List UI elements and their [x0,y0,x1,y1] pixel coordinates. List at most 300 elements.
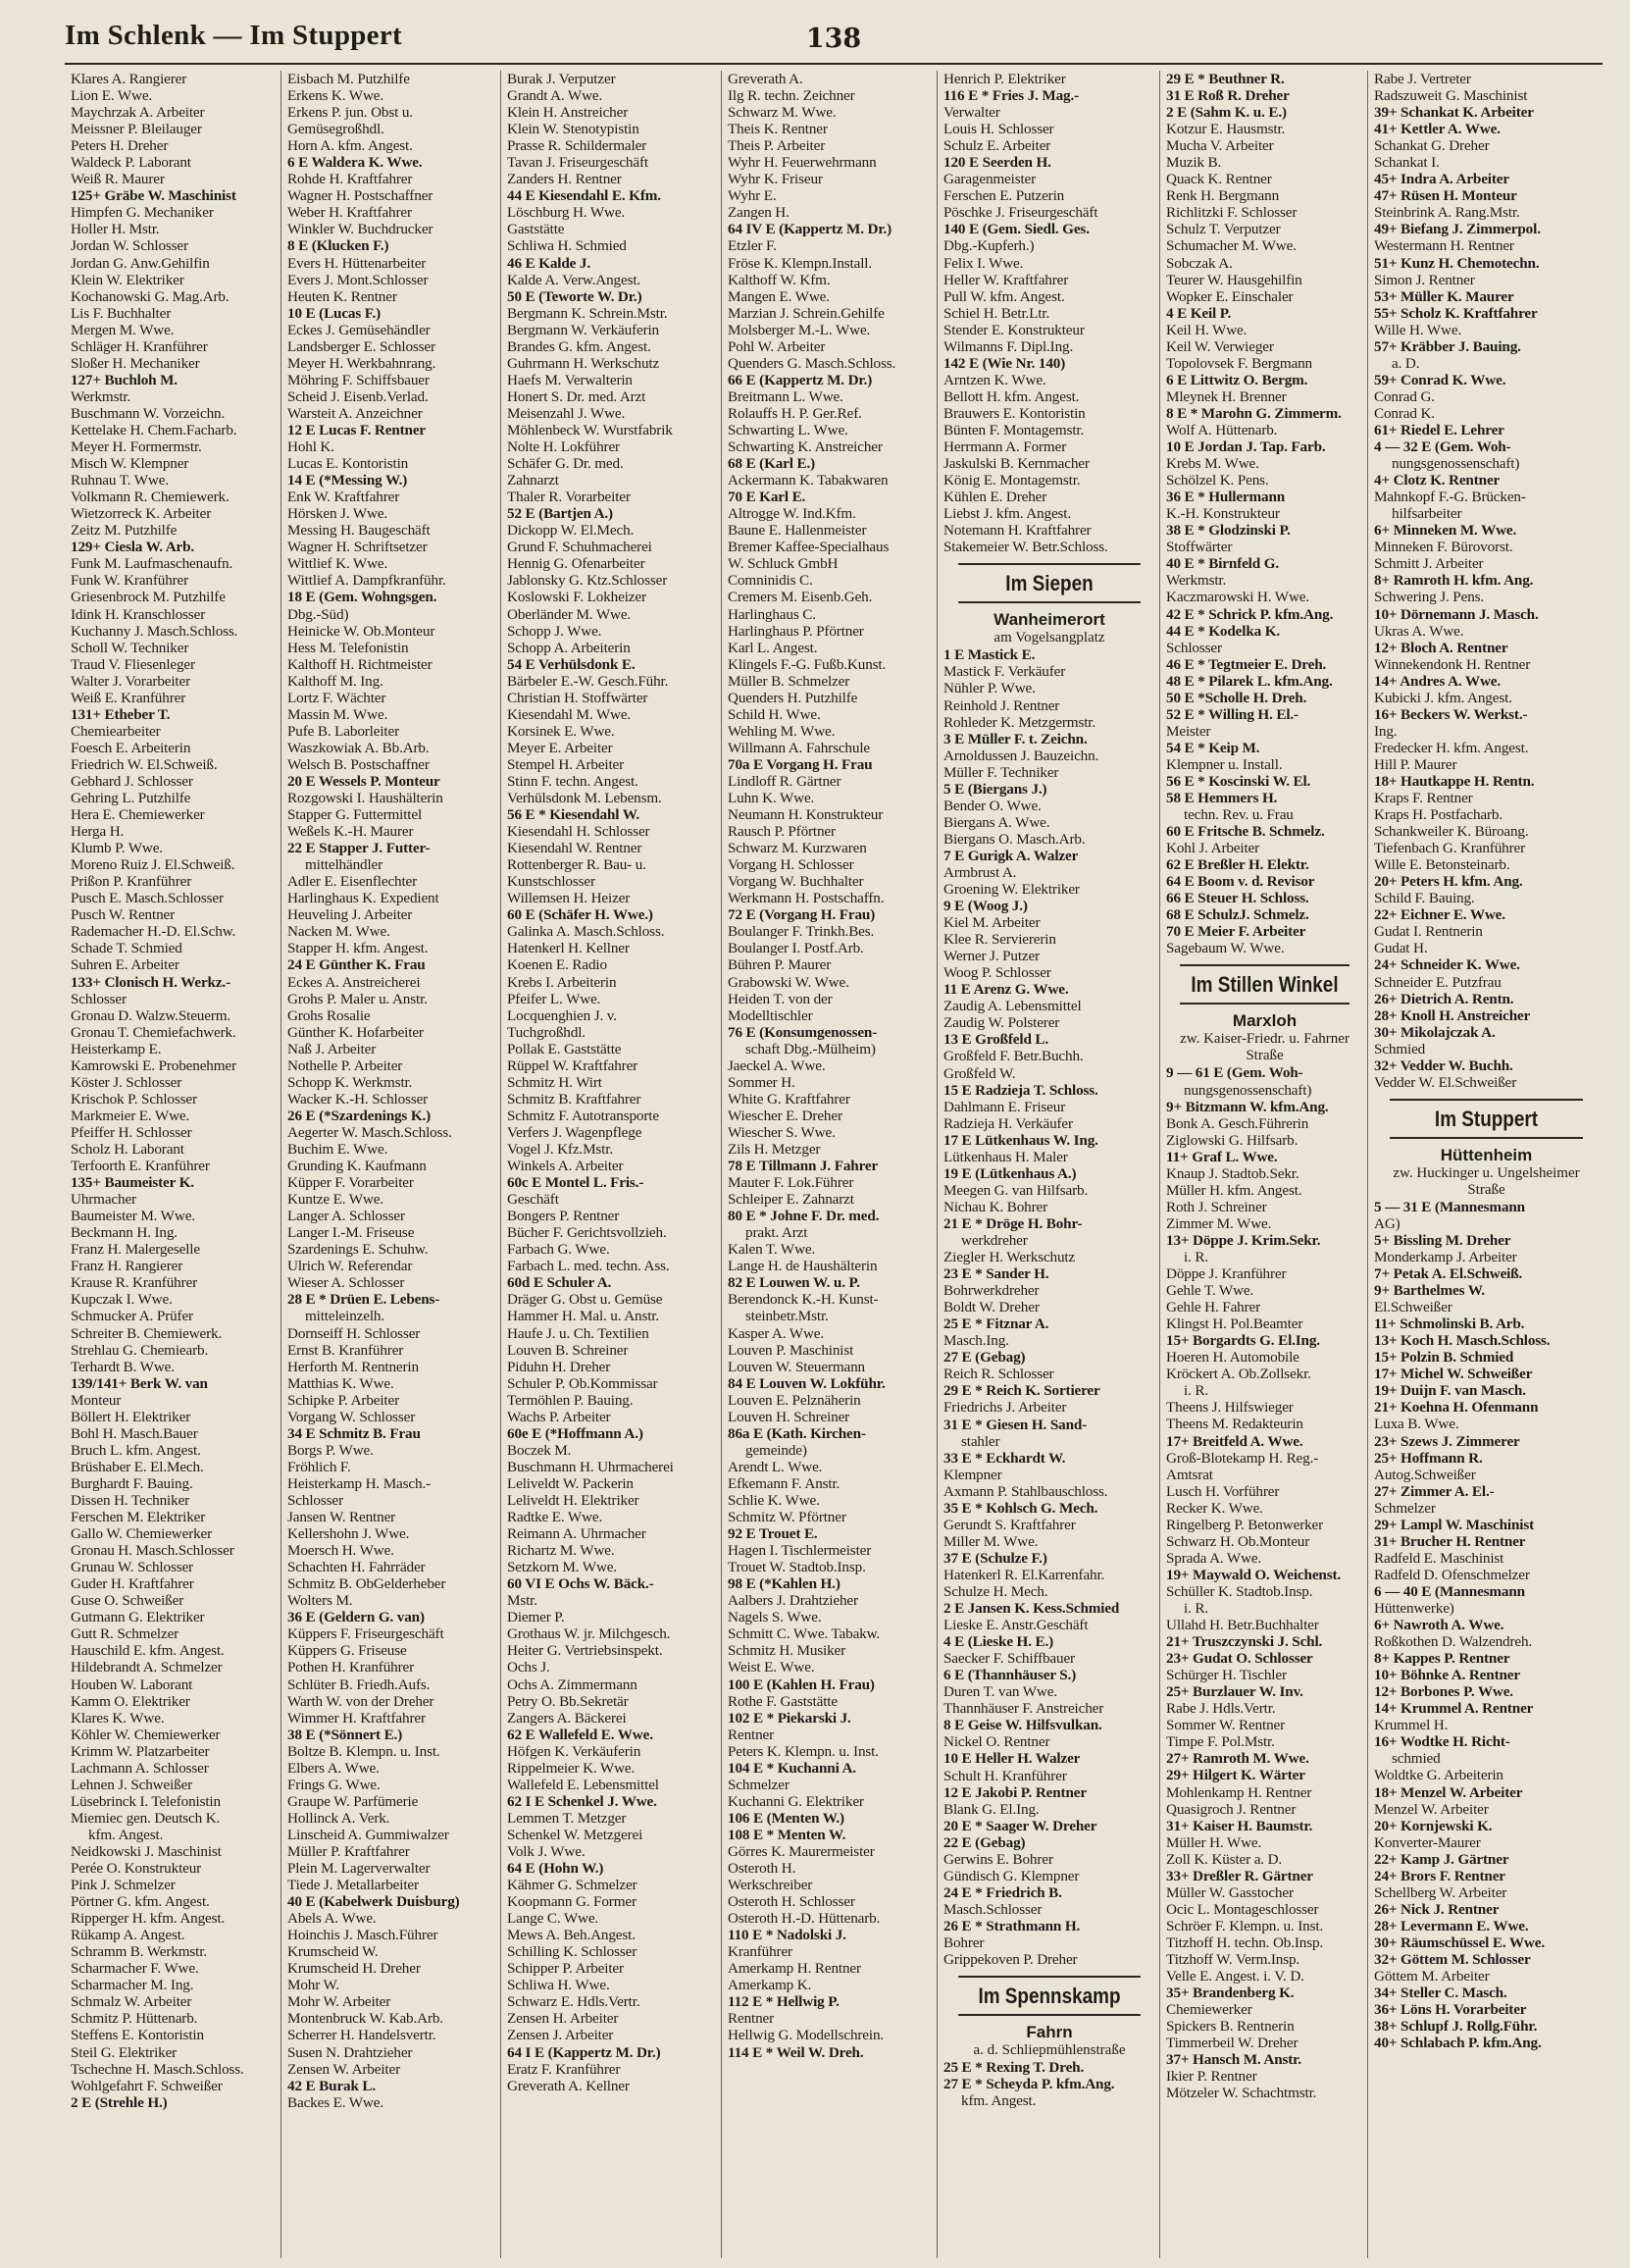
directory-entry: 46 E * Tegtmeier E. Dreh. [1166,655,1327,673]
directory-entry: 18+ Hautkappe H. Rentn. [1374,772,1535,790]
directory-entry: Mleynek H. Brenner [1166,387,1287,405]
directory-entry: i. R. [1184,1382,1208,1400]
directory-entry: Schmitz B. Kraftfahrer [507,1090,641,1108]
directory-entry: Mohr W. [287,1977,339,1994]
directory-entry: Ikier P. Rentner [1166,2068,1257,2086]
directory-entry: Breitmann L. Wwe. [728,387,843,405]
directory-entry: 4 E (Lieske H. E.) [943,1633,1054,1651]
directory-entry: Hohl K. [287,438,334,456]
directory-entry: Vogel J. Kfz.Mstr. [507,1141,613,1158]
directory-entry: 104 E * Kuchanni A. [728,1759,856,1777]
directory-entry: 37 E (Schulze F.) [943,1549,1047,1567]
directory-entry: Eckes J. Gemüsehändler [287,321,431,338]
directory-entry: Rabe J. Hdls.Vertr. [1166,1700,1276,1718]
directory-entry: Guhrmann H. Werkschutz [507,354,660,372]
directory-entry: Wimmer H. Kraftfahrer [287,1709,426,1727]
directory-entry: Uhrmacher [71,1191,136,1209]
directory-entry: Schreiter B. Chemiewerk. [71,1324,223,1342]
directory-entry: Theis K. Rentner [728,121,828,138]
directory-entry: 58 E Hemmers H. [1166,790,1278,807]
directory-entry: Scherrer H. Handelsvertr. [287,2027,436,2044]
directory-entry: 13+ Koch H. Masch.Schloss. [1374,1332,1551,1350]
directory-entry: Funk M. Laufmaschenaufn. [71,555,233,573]
directory-entry: Neumann H. Konstrukteur [728,806,884,824]
directory-entry: Müller H. Wwe. [1166,1833,1262,1851]
directory-entry: Galinka A. Masch.Schloss. [507,923,665,941]
directory-entry: Schankat I. [1374,154,1440,172]
directory-entry: Köhler W. Chemiewerker [71,1726,221,1743]
directory-entry: Warsteit A. Anzeichner [287,404,423,422]
directory-entry: Wolters M. [287,1592,353,1610]
directory-entry: 12+ Bloch A. Rentner [1374,639,1508,656]
directory-entry: Krischok P. Schlosser [71,1090,197,1108]
directory-entry: 8+ Kappes P. Rentner [1374,1650,1510,1668]
district-name: Marxloh [1232,1011,1298,1031]
directory-entry: Wallefeld E. Lebensmittel [507,1776,659,1793]
directory-entry: Haufe J. u. Ch. Textilien [507,1324,649,1342]
directory-entry: 23 E * Sander H. [943,1265,1049,1283]
directory-entry: Mangen E. Wwe. [728,287,830,305]
directory-entry: Müller P. Kraftfahrer [287,1842,410,1860]
directory-entry: 33+ Dreßler R. Gärtner [1166,1867,1313,1884]
directory-entry: Meisenzahl J. Wwe. [507,404,626,422]
directory-entry: Weßels K.-H. Maurer [287,823,414,841]
directory-entry: Ringelberg P. Betonwerker [1166,1516,1324,1533]
directory-entry: 8 E Geise W. Hilfsvulkan. [943,1717,1102,1734]
page-number: 138 [805,24,862,54]
directory-entry: Kraps H. Postfacharb. [1374,806,1503,824]
directory-entry: Rothe F. Gaststätte [728,1692,838,1710]
directory-entry: Diemer P. [507,1609,565,1626]
directory-entry: Gündisch G. Klempner [943,1867,1080,1884]
directory-entry: Groening W. Elektriker [943,881,1080,899]
directory-entry: 60d E Schuler A. [507,1274,612,1292]
directory-entry: Masch.Schlosser [943,1900,1043,1918]
directory-entry: 31+ Kaiser H. Baumstr. [1166,1817,1313,1834]
directory-entry: Ruhnau T. Wwe. [71,472,169,490]
directory-entry: 60 VI E Ochs W. Bäck.- [507,1575,654,1593]
directory-entry: Farbach G. Wwe. [507,1241,610,1259]
directory-entry: Heiden T. von der [728,990,833,1007]
directory-entry: Louven B. Schreiner [507,1341,629,1359]
directory-entry: 25+ Hoffmann R. [1374,1449,1483,1467]
street-heading: Im Siepen [958,563,1141,603]
directory-entry: Tiede J. Metallarbeiter [287,1877,419,1894]
directory-entry: Quasigroch J. Rentner [1166,1800,1297,1818]
directory-entry: Schachten H. Fahrräder [287,1559,426,1576]
directory-entry: Etzler F. [728,237,777,255]
directory-entry: Teurer W. Hausgehilfin [1166,271,1302,288]
directory-entry: Scharmacher F. Wwe. [71,1960,199,1978]
directory-entry: Locquenghien J. v. [507,1006,617,1024]
directory-entry: Boltze B. Klempn. u. Inst. [287,1742,440,1760]
directory-entry: Kuchanny J. Masch.Schloss. [71,622,238,640]
directory-entry: Lütkenhaus H. Maler [943,1148,1068,1165]
directory-entry: Stapper G. Futtermittel [287,806,423,824]
directory-entry: nungsgenossenschaft) [1184,1081,1312,1099]
directory-entry: 31 E Roß R. Dreher [1166,87,1290,105]
directory-entry: 64 E Boom v. d. Revisor [1166,873,1315,891]
directory-entry: Schiel H. Betr.Ltr. [943,304,1050,322]
directory-entry: 6+ Minneken M. Wwe. [1374,522,1517,540]
directory-entry: 4+ Clotz K. Rentner [1374,472,1501,490]
directory-entry: Luhn K. Wwe. [728,790,815,807]
directory-entry: 42 E Burak L. [287,2077,377,2094]
directory-entry: 6 E (Thannhäuser S.) [943,1667,1077,1684]
directory-entry: Wittlief A. Dampfkranführ. [287,572,446,590]
directory-entry: 11+ Graf L. Wwe. [1166,1148,1278,1165]
directory-entry: Bohrer [943,1933,985,1951]
directory-entry: Kamm O. Elektriker [71,1692,190,1710]
directory-entry: Schlüter B. Friedh.Aufs. [287,1675,431,1693]
directory-entry: 10 E Heller H. Walzer [943,1750,1081,1768]
directory-entry: Christian H. Stoffwärter [507,689,648,706]
directory-entry: 24+ Brors F. Rentner [1374,1867,1505,1884]
directory-entry: Monteur [71,1391,122,1409]
column-2 [281,71,501,2258]
directory-entry: Meegen G. van Hilfsarb. [943,1181,1089,1199]
directory-entry: Radfeld D. Ofenschmelzer [1374,1566,1530,1583]
directory-entry: 45+ Indra A. Arbeiter [1374,171,1509,188]
directory-entry: gemeinde) [745,1441,807,1459]
directory-entry: Schmitz W. Pförtner [728,1509,846,1526]
directory-entry: Pfeifer L. Wwe. [507,990,601,1007]
directory-entry: Fredecker H. kfm. Angest. [1374,739,1529,756]
directory-entry: Kalthoff H. Richtmeister [287,655,433,673]
directory-entry: Molsberger M.-L. Wwe. [728,321,871,338]
directory-entry: Heisterkamp H. Masch.- [287,1474,432,1492]
directory-entry: Garagenmeister [943,171,1037,188]
directory-entry: Idink H. Kranschlosser [71,605,206,623]
directory-entry: Termöhlen P. Bauing. [507,1391,634,1409]
directory-entry: Meister [1166,722,1211,740]
directory-entry: 70a E Vorgang H. Frau [728,755,873,773]
directory-entry: 28+ Levermann E. Wwe. [1374,1917,1529,1934]
directory-entry: Rentner [728,1726,775,1743]
directory-entry: Eratz F. Kranführer [507,2060,621,2078]
directory-entry: Holler H. Mstr. [71,221,160,238]
directory-entry: 140 E (Gem. Siedl. Ges. [943,221,1090,238]
directory-entry: Weiß R. Maurer [71,171,165,188]
directory-entry: Velle E. Angest. i. V. D. [1166,1968,1304,1985]
directory-entry: Jansen W. Rentner [287,1509,396,1526]
directory-entry: Kellershohn J. Wwe. [287,1525,410,1543]
directory-entry: Karl L. Angest. [728,639,818,656]
directory-entry: Löschburg H. Wwe. [507,204,626,222]
directory-entry: Schmitt J. Arbeiter [1374,555,1484,573]
directory-entry: 55+ Scholz K. Kraftfahrer [1374,304,1538,322]
directory-entry: 20 E Wessels P. Monteur [287,772,440,790]
directory-entry: Gudat I. Rentnerin [1374,923,1483,941]
directory-entry: Wiescher S. Wwe. [728,1123,836,1141]
directory-entry: Hera E. Chemiewerker [71,806,205,824]
directory-entry: Steil G. Elektriker [71,2043,178,2061]
directory-entry: Schmalz W. Arbeiter [71,1993,192,2011]
directory-entry: 9+ Barthelmes W. [1374,1282,1485,1300]
directory-entry: Schwarz E. Hdls.Vertr. [507,1993,640,2011]
directory-entry: Quenders G. Masch.Schloss. [728,354,896,372]
directory-entry: Pull W. kfm. Angest. [943,287,1065,305]
directory-entry: Ochs A. Zimmermann [507,1675,637,1693]
directory-entry: mittelhändler [305,856,383,874]
directory-entry: Grunding K. Kaufmann [287,1158,427,1175]
directory-entry: Müller F. Techniker [943,763,1059,781]
directory-entry: Scheid J. Eisenb.Verlad. [287,387,429,405]
directory-entry: Horn A. kfm. Angest. [287,137,413,155]
directory-entry: Dbg.-Süd) [287,605,349,623]
directory-entry: Friedrichs J. Arbeiter [943,1399,1067,1417]
directory-entry: W. Schluck GmbH [728,555,839,573]
directory-entry: Schankat G. Dreher [1374,137,1490,155]
directory-entry: 7+ Petak A. El.Schweiß. [1374,1265,1523,1283]
directory-entry: Arendt L. Wwe. [728,1458,823,1475]
directory-entry: Rüppel W. Kraftfahrer [507,1057,638,1074]
directory-entry: Volk J. Wwe. [507,1842,586,1860]
directory-entry: Schlosser [71,990,127,1007]
directory-entry: 54 E * Keip M. [1166,739,1260,756]
directory-entry: 29+ Hilgert K. Wärter [1166,1767,1305,1784]
directory-entry: Lucas E. Kontoristin [287,455,409,473]
directory-entry: Hammer H. Mal. u. Anstr. [507,1308,660,1325]
directory-entry: 4 E Keil P. [1166,304,1232,322]
directory-entry: Vedder W. El.Schweißer [1374,1073,1517,1091]
directory-entry: Massin M. Wwe. [287,705,388,723]
directory-entry: Gallo W. Chemiewerker [71,1525,213,1543]
directory-entry: 22 E Stapper J. Futter- [287,840,431,857]
directory-entry: 78 E Tillmann J. Fahrer [728,1158,879,1175]
directory-entry: Grandt A. Wwe. [507,87,603,105]
directory-entry: 116 E * Fries J. Mag.- [943,87,1080,105]
directory-entry: 26+ Nick J. Rentner [1374,1900,1500,1918]
directory-entry: 50 E (Teworte W. Dr.) [507,287,642,305]
directory-entry: 52 E * Willing H. El.- [1166,705,1299,723]
directory-entry: 7 E Gurigk A. Walzer [943,847,1079,864]
directory-entry: Mohlenkamp H. Rentner [1166,1783,1312,1801]
directory-entry: Schmitz B. ObGelderheber [287,1575,446,1593]
directory-entry: Hill P. Maurer [1374,755,1457,773]
directory-entry: Louven H. Schreiner [728,1408,850,1425]
directory-entry: werkdreher [961,1232,1028,1249]
street-location: zw. Huckinger u. Ungelsheimer Straße [1393,1164,1580,1198]
directory-entry: Schläger H. Kranführer [71,337,208,355]
directory-entry: Arntzen K. Wwe. [943,371,1046,388]
directory-entry: Bohrwerkdreher [943,1282,1040,1300]
directory-entry: Bärbeler E.-W. Gesch.Führ. [507,672,669,690]
directory-entry: 82 E Louwen W. u. P. [728,1274,860,1292]
directory-entry: 27+ Ramroth M. Wwe. [1166,1750,1309,1768]
directory-entry: Felix I. Wwe. [943,254,1024,272]
directory-entry: Müller B. Schmelzer [728,672,850,690]
directory-entry: Zangers A. Bäckerei [507,1709,627,1727]
directory-entry: 100 E (Kahlen H. Frau) [728,1675,875,1693]
directory-entry: Mergen M. Wwe. [71,321,175,338]
directory-entry: Chemiearbeiter [71,722,161,740]
directory-entry: Schmied [1374,1040,1426,1057]
directory-entry: Gutt R. Schmelzer [71,1625,179,1643]
directory-entry: Pusch E. Masch.Schlosser [71,890,224,907]
column-1 [65,71,281,2258]
directory-entry: Friedrich W. El.Schweiß. [71,755,218,773]
directory-entry: 62 E Breßler H. Elektr. [1166,856,1309,874]
directory-entry: 17+ Michel W. Schweißer [1374,1366,1533,1383]
directory-entry: Lüsebrinck I. Telefonistin [71,1792,221,1810]
directory-entry: Hildebrandt A. Schmelzer [71,1659,223,1676]
directory-entry: Grohs P. Maler u. Anstr. [287,990,428,1007]
directory-entry: Titzhoff H. techn. Ob.Insp. [1166,1933,1324,1951]
directory-entry: Hörsken J. Wwe. [287,505,388,523]
directory-entry: Schipper P. Arbeiter [507,1960,624,1978]
directory-entry: Topolovsek F. Bergmann [1166,354,1312,372]
directory-entry: Bühren P. Maurer [728,956,832,974]
directory-entry: Stender E. Konstrukteur [943,321,1085,338]
directory-entry: Biergans A. Wwe. [943,813,1050,831]
directory-entry: Günther K. Hofarbeiter [287,1023,424,1041]
directory-entry: 42 E * Schrick P. kfm.Ang. [1166,605,1334,623]
directory-entry: 26 E (*Szardenings K.) [287,1107,432,1124]
directory-entry: Gehle H. Fahrer [1166,1299,1261,1316]
directory-entry: Tschechne H. Masch.Schloss. [71,2060,244,2078]
directory-entry: 25+ Burzlauer W. Inv. [1166,1683,1303,1701]
directory-entry: 59+ Conrad K. Wwe. [1374,371,1506,388]
directory-entry: Rükamp A. Angest. [71,1927,185,1944]
directory-entry: 47+ Rüsen H. Monteur [1374,187,1517,205]
directory-entry: Heisterkamp E. [71,1040,162,1057]
directory-entry: Traud V. Fliesenleger [71,655,195,673]
directory-entry: 11+ Schmolinski B. Arb. [1374,1315,1525,1333]
directory-entry: Roßkothen D. Walzendreh. [1374,1633,1533,1651]
directory-entry: Altrogge W. Ind.Kfm. [728,505,856,523]
directory-entry: 10+ Böhnke A. Rentner [1374,1667,1520,1684]
directory-entry: Osteroth H. [728,1860,796,1878]
directory-entry: 40 E * Birnfeld G. [1166,555,1280,573]
directory-entry: Perée O. Konstrukteur [71,1860,202,1878]
directory-entry: Gehle T. Wwe. [1166,1282,1254,1300]
directory-entry: Bücher F. Gerichtsvollzieh. [507,1224,667,1242]
directory-entry: Stoffwärter [1166,539,1233,556]
directory-entry: Bünten F. Montagemstr. [943,421,1085,438]
directory-entry: Krebs I. Arbeiterin [507,973,617,991]
directory-entry: Radfeld E. Maschinist [1374,1549,1504,1567]
directory-entry: Keil W. Verwieger [1166,337,1274,355]
directory-entry: Linscheid A. Gummiwalzer [287,1826,449,1843]
column-3 [501,71,722,2258]
directory-entry: Rippelmeier K. Wwe. [507,1759,636,1777]
directory-entry: 5 — 31 E (Mannesmann [1374,1198,1525,1215]
directory-entry: 64 I E (Kappertz M. Dr.) [507,2043,661,2061]
directory-entry: Schneider E. Putzfrau [1374,973,1502,991]
directory-entry: Rohleder K. Metzgermstr. [943,713,1095,731]
directory-entry: Leliveldt H. Elektriker [507,1491,639,1509]
directory-entry: Herrmann A. Former [943,438,1067,456]
directory-entry: Lieske E. Anstr.Geschäft [943,1617,1089,1634]
directory-entry: Woldtke G. Arbeiterin [1374,1767,1503,1784]
directory-entry: Backes E. Wwe. [287,2093,383,2111]
directory-entry: Groß-Blotekamp H. Reg.- [1166,1449,1319,1467]
directory-entry: Amerkamp K. [728,1977,812,1994]
directory-entry: Kalde A. Verw.Angest. [507,271,641,288]
directory-entry: Wille H. Wwe. [1374,321,1462,338]
street-location: a. d. Schliepmühlenstraße [973,2042,1126,2059]
directory-entry: 70 E Karl E. [728,489,806,506]
directory-entry: 19 E (Lütkenhaus A.) [943,1164,1077,1182]
directory-entry: Wehling M. Wwe. [728,722,836,740]
directory-entry: Eisbach M. Putzhilfe [287,71,410,87]
directory-entry: Buchim E. Wwe. [287,1141,388,1158]
directory-entry: Abels A. Wwe. [287,1910,377,1928]
directory-entry: Woog P. Schlosser [943,964,1051,982]
directory-entry: 48 E * Pilarek L. kfm.Ang. [1166,672,1333,690]
directory-entry: Schopp A. Arbeiterin [507,639,631,656]
directory-entry: Nacken M. Wwe. [287,923,390,941]
directory-entry: 40+ Schlabach P. kfm.Ang. [1374,2035,1542,2052]
directory-entry: Radszuweit G. Maschinist [1374,87,1528,105]
directory-entry: Schuler P. Ob.Kommissar [507,1374,658,1392]
directory-entry: Verwalter [943,104,1000,122]
directory-entry: 114 E * Weil W. Dreh. [728,2043,864,2061]
directory-entry: AG) [1374,1214,1401,1232]
directory-entry: Kohl J. Arbeiter [1166,840,1260,857]
directory-entry: 26+ Dietrich A. Rentn. [1374,990,1514,1007]
directory-entry: 2 E (Strehle H.) [71,2093,168,2111]
directory-entry: Recker K. Wwe. [1166,1499,1263,1517]
directory-entry: Ernst B. Kranführer [287,1341,404,1359]
directory-entry: Berendonck K.-H. Kunst- [728,1291,879,1309]
directory-entry: 31+ Brucher H. Rentner [1374,1532,1526,1550]
directory-entry: Kiesendahl W. Rentner [507,840,642,857]
directory-entry: 20+ Kornjewski K. [1374,1817,1493,1834]
directory-entry: Miemiec gen. Deutsch K. [71,1809,221,1827]
directory-entry: Theis P. Arbeiter [728,137,826,155]
directory-entry: Werner J. Putzer [943,948,1041,965]
directory-entry: Luxa B. Wwe. [1374,1416,1459,1433]
directory-entry: Greverath A. Kellner [507,2077,630,2094]
directory-entry: Vorgang H. Schlosser [728,856,854,874]
directory-entry: Foesch E. Arbeiterin [71,739,191,756]
directory-entry: Funk W. Kranführer [71,572,189,590]
directory-entry: Moreno Ruiz J. El.Schweiß. [71,856,235,874]
directory-entry: Piduhn H. Dreher [507,1358,611,1375]
directory-entry: Sommer W. Rentner [1166,1717,1286,1734]
directory-entry: Kröckert A. Ob.Zollsekr. [1166,1366,1311,1383]
directory-entry: Schwarz M. Kurzwaren [728,840,867,857]
directory-entry: Theens M. Redakteurin [1166,1416,1303,1433]
directory-entry: Kalen T. Wwe. [728,1241,816,1259]
directory-entry: 6+ Nawroth A. Wwe. [1374,1617,1504,1634]
directory-entry: 68 E SchulzJ. Schmelz. [1166,906,1309,924]
directory-entry: Masch.Ing. [943,1332,1009,1350]
directory-entry: Suhren E. Arbeiter [71,956,179,974]
directory-entry: Schwarting L. Wwe. [728,421,848,438]
directory-entry: Kalthoff W. Kfm. [728,271,831,288]
directory-entry: Zangen H. [728,204,790,222]
directory-entry: Lis F. Buchhalter [71,304,172,322]
directory-entry: White G. Kraftfahrer [728,1090,850,1108]
directory-entry: Grabowski W. Wwe. [728,973,849,991]
directory-entry: 62 I E Schenkel J. Wwe. [507,1792,657,1810]
directory-entry: 12+ Borbones P. Wwe. [1374,1683,1513,1701]
directory-entry: Baumeister M. Wwe. [71,1208,195,1225]
directory-entry: Wieser A. Schlosser [287,1274,405,1292]
directory-entry: Kiel M. Arbeiter [943,914,1041,932]
directory-entry: Chemiewerker [1166,2001,1252,2019]
directory-entry: Matthias K. Wwe. [287,1374,394,1392]
directory-entry: Quenders H. Putzhilfe [728,689,858,706]
directory-entry: Comninidis C. [728,572,813,590]
directory-entry: Lemmen T. Metzger [507,1809,627,1827]
directory-entry: Nothelle P. Arbeiter [287,1057,403,1074]
street-heading: Im Stillen Winkel [1180,964,1350,1005]
directory-entry: 108 E * Menten W. [728,1826,846,1843]
